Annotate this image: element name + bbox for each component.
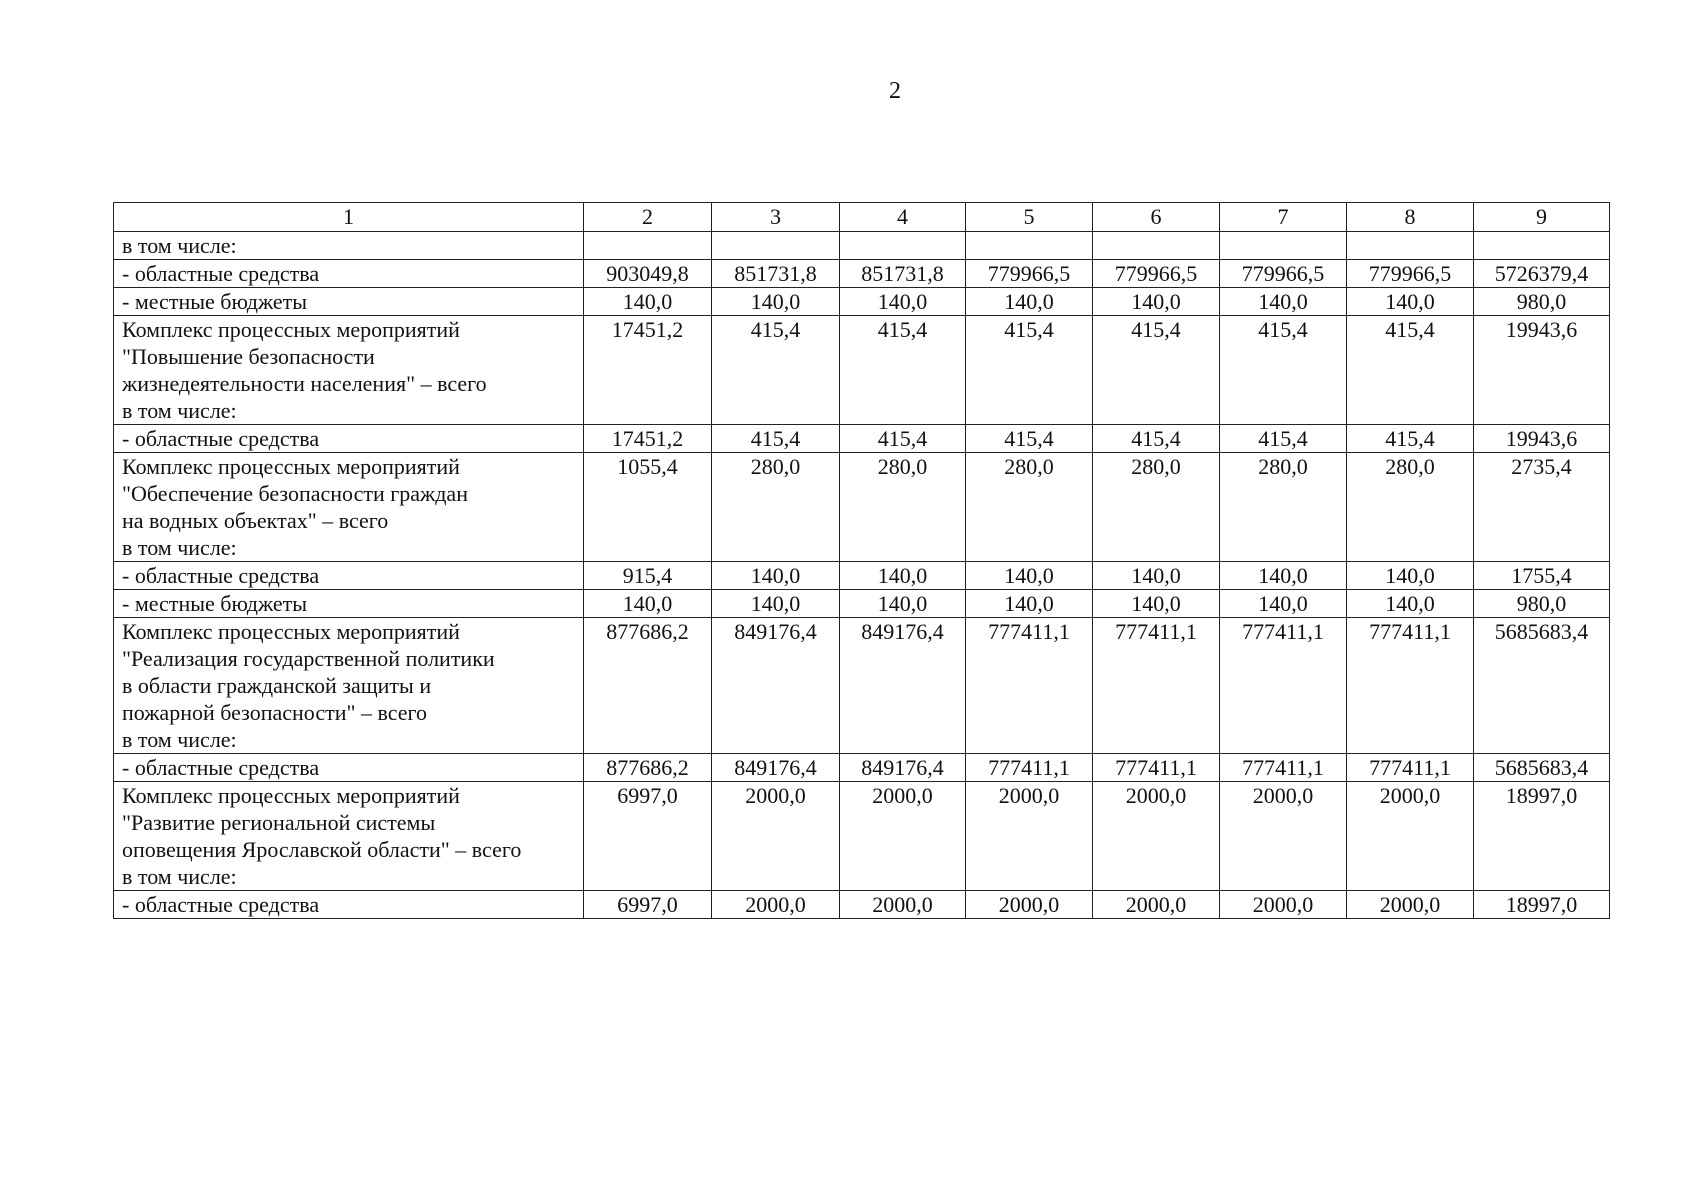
value-cell: 140,0	[584, 590, 712, 618]
value-cell: 18997,0	[1474, 782, 1610, 891]
value-cell: 415,4	[966, 316, 1093, 425]
value-cell: 140,0	[1093, 288, 1220, 316]
value-cell: 280,0	[966, 453, 1093, 562]
value-cell: 6997,0	[584, 891, 712, 919]
value-cell: 779966,5	[966, 260, 1093, 288]
row-label: Комплекс процессных мероприятий "Развитие региональной системы оповещения Ярославской области" – всего в том числе:	[114, 782, 584, 891]
value-cell: 280,0	[1093, 453, 1220, 562]
value-cell: 415,4	[1347, 425, 1474, 453]
row-label: - областные средства	[114, 754, 584, 782]
table-row	[114, 453, 1610, 562]
page-number: 2	[889, 78, 901, 104]
value-cell: 2000,0	[1347, 891, 1474, 919]
row-label: в том числе:	[114, 232, 584, 260]
value-cell: 140,0	[966, 288, 1093, 316]
value-cell: 2000,0	[966, 891, 1093, 919]
value-cell: 19943,6	[1474, 425, 1610, 453]
value-cell: 2000,0	[1093, 891, 1220, 919]
value-cell: 5685683,4	[1474, 618, 1610, 754]
value-cell: 777411,1	[1093, 754, 1220, 782]
value-cell: 1755,4	[1474, 562, 1610, 590]
value-cell: 140,0	[966, 562, 1093, 590]
value-cell: 849176,4	[712, 754, 840, 782]
value-cell: 777411,1	[1093, 618, 1220, 754]
budget-table	[113, 202, 1610, 919]
value-cell: 280,0	[1220, 453, 1347, 562]
value-cell: 849176,4	[840, 754, 966, 782]
value-cell: 2000,0	[1093, 782, 1220, 891]
value-cell: 140,0	[1220, 288, 1347, 316]
value-cell	[584, 232, 712, 260]
value-cell: 280,0	[840, 453, 966, 562]
value-cell: 777411,1	[1220, 754, 1347, 782]
value-cell: 140,0	[966, 590, 1093, 618]
header-cell: 3	[712, 203, 840, 232]
value-cell: 2000,0	[1347, 782, 1474, 891]
table-body	[114, 203, 1610, 919]
value-cell	[1474, 232, 1610, 260]
value-cell: 980,0	[1474, 288, 1610, 316]
table-row	[114, 782, 1610, 891]
row-label: Комплекс процессных мероприятий "Обеспечение безопасности граждан на водных объектах" – всего в том числе:	[114, 453, 584, 562]
value-cell: 849176,4	[840, 618, 966, 754]
value-cell	[840, 232, 966, 260]
table-row	[114, 562, 1610, 590]
row-label: Комплекс процессных мероприятий "Повышение безопасности жизнедеятельности населения" – всего в том числе:	[114, 316, 584, 425]
value-cell: 140,0	[1220, 562, 1347, 590]
value-cell: 2000,0	[966, 782, 1093, 891]
table-row	[114, 232, 1610, 260]
value-cell: 5726379,4	[1474, 260, 1610, 288]
header-cell: 2	[584, 203, 712, 232]
table-row	[114, 316, 1610, 425]
value-cell: 777411,1	[966, 618, 1093, 754]
value-cell	[1093, 232, 1220, 260]
header-cell: 1	[114, 203, 584, 232]
value-cell	[1347, 232, 1474, 260]
value-cell: 915,4	[584, 562, 712, 590]
value-cell	[712, 232, 840, 260]
value-cell: 19943,6	[1474, 316, 1610, 425]
value-cell: 140,0	[840, 288, 966, 316]
value-cell: 140,0	[1093, 562, 1220, 590]
value-cell: 415,4	[712, 316, 840, 425]
header-cell: 4	[840, 203, 966, 232]
value-cell: 415,4	[712, 425, 840, 453]
value-cell: 5685683,4	[1474, 754, 1610, 782]
value-cell: 779966,5	[1220, 260, 1347, 288]
value-cell: 280,0	[712, 453, 840, 562]
row-label: - областные средства	[114, 260, 584, 288]
row-label: - областные средства	[114, 425, 584, 453]
row-label: Комплекс процессных мероприятий "Реализация государственной политики в области гражданской защиты и пожарной безопасности" – всего в том числе:	[114, 618, 584, 754]
value-cell: 140,0	[840, 590, 966, 618]
value-cell: 980,0	[1474, 590, 1610, 618]
value-cell: 140,0	[1093, 590, 1220, 618]
value-cell: 2000,0	[840, 891, 966, 919]
value-cell: 140,0	[1220, 590, 1347, 618]
value-cell: 415,4	[1220, 425, 1347, 453]
value-cell: 2000,0	[712, 782, 840, 891]
value-cell: 415,4	[1093, 316, 1220, 425]
value-cell: 415,4	[1093, 425, 1220, 453]
value-cell: 18997,0	[1474, 891, 1610, 919]
header-cell: 6	[1093, 203, 1220, 232]
value-cell: 2000,0	[840, 782, 966, 891]
value-cell: 140,0	[712, 590, 840, 618]
table-row	[114, 590, 1610, 618]
value-cell: 779966,5	[1347, 260, 1474, 288]
value-cell: 415,4	[1347, 316, 1474, 425]
value-cell: 777411,1	[1220, 618, 1347, 754]
row-label: - областные средства	[114, 562, 584, 590]
value-cell: 2000,0	[1220, 891, 1347, 919]
value-cell: 777411,1	[1347, 618, 1474, 754]
table-row	[114, 891, 1610, 919]
row-label: - местные бюджеты	[114, 590, 584, 618]
header-cell: 9	[1474, 203, 1610, 232]
value-cell: 6997,0	[584, 782, 712, 891]
value-cell: 140,0	[1347, 288, 1474, 316]
table-row	[114, 260, 1610, 288]
value-cell: 2735,4	[1474, 453, 1610, 562]
value-cell: 415,4	[1220, 316, 1347, 425]
value-cell: 140,0	[712, 562, 840, 590]
value-cell: 140,0	[584, 288, 712, 316]
header-cell: 8	[1347, 203, 1474, 232]
value-cell: 17451,2	[584, 425, 712, 453]
header-cell: 7	[1220, 203, 1347, 232]
value-cell: 1055,4	[584, 453, 712, 562]
value-cell	[966, 232, 1093, 260]
value-cell: 415,4	[966, 425, 1093, 453]
value-cell: 849176,4	[712, 618, 840, 754]
value-cell	[1220, 232, 1347, 260]
row-label: - областные средства	[114, 891, 584, 919]
value-cell: 140,0	[1347, 562, 1474, 590]
value-cell: 2000,0	[1220, 782, 1347, 891]
value-cell: 280,0	[1347, 453, 1474, 562]
value-cell: 2000,0	[712, 891, 840, 919]
value-cell: 415,4	[840, 316, 966, 425]
value-cell: 877686,2	[584, 754, 712, 782]
table-header-row	[114, 203, 1610, 232]
value-cell: 877686,2	[584, 618, 712, 754]
table-row	[114, 425, 1610, 453]
header-cell: 5	[966, 203, 1093, 232]
value-cell: 777411,1	[966, 754, 1093, 782]
table-row	[114, 754, 1610, 782]
value-cell: 779966,5	[1093, 260, 1220, 288]
row-label: - местные бюджеты	[114, 288, 584, 316]
value-cell: 777411,1	[1347, 754, 1474, 782]
value-cell: 851731,8	[840, 260, 966, 288]
value-cell: 415,4	[840, 425, 966, 453]
value-cell: 140,0	[840, 562, 966, 590]
value-cell: 17451,2	[584, 316, 712, 425]
value-cell: 851731,8	[712, 260, 840, 288]
value-cell: 903049,8	[584, 260, 712, 288]
value-cell: 140,0	[712, 288, 840, 316]
value-cell: 140,0	[1347, 590, 1474, 618]
table-row	[114, 618, 1610, 754]
table-row	[114, 288, 1610, 316]
